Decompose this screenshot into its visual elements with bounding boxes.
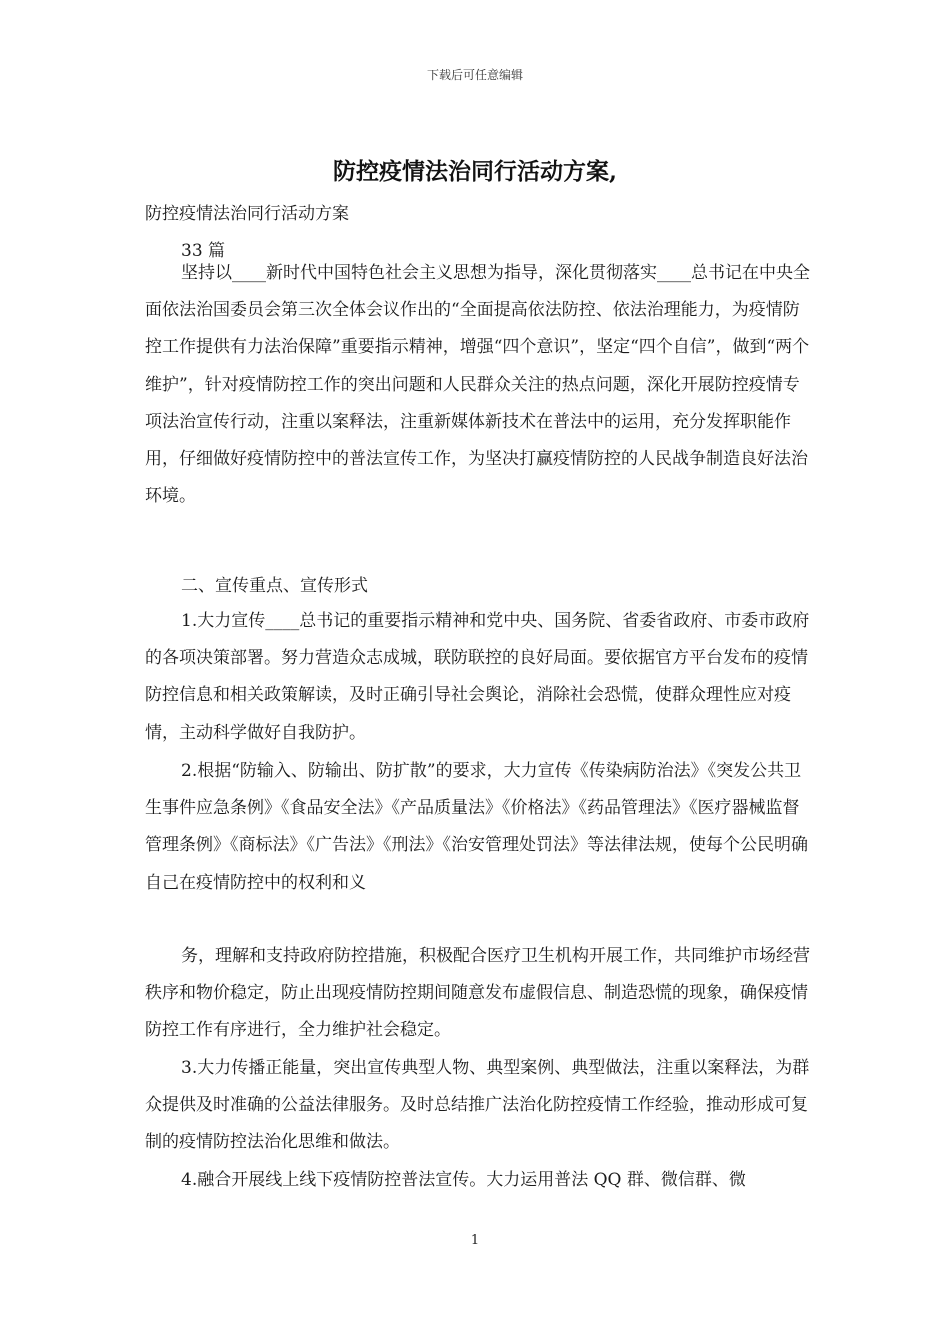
- document-subtitle: 防控疫情法治同行活动方案: [145, 204, 349, 224]
- item-4-paragraph: 4.融合开展线上线下疫情防控普法宣传。大力运用普法 QQ 群、微信群、微: [181, 1170, 746, 1190]
- item-2-continued-paragraph: 务，理解和支持政府防控措施，积极配合医疗卫生机构开展工作，共同维护市场经营秩序和物价稳定，防止出现疫情防控期间随意发布虚假信息、制造恐慌的现象，确保疫情防控工作有序进行，全力维护社会稳定。: [145, 946, 810, 1041]
- page-number: 1: [470, 1233, 480, 1248]
- section-heading: 二、宣传重点、宣传形式: [181, 576, 368, 596]
- item-3-paragraph: 3.大力传播正能量，突出宣传典型人物、典型案例、典型做法，注重以案释法，为群众提供及时准确的公益法律服务。及时总结推广法治化防控疫情工作经验，推动形成可复制的疫情防控法治化思维和做法。: [145, 1058, 810, 1153]
- item-2-paragraph: 2.根据“防输入、防输出、防扩散”的要求，大力宣传《传染病防治法》《突发公共卫生事件应急条例》《食品安全法》《产品质量法》《价格法》《药品管理法》《医疗器械监督管理条例》《商标法》《广告法》《刑法》《治安管理处罚法》等法律法规，使每个公民明确自己在疫情防控中的权利和义: [145, 761, 808, 893]
- item-1-paragraph: 1.大力宣传____总书记的重要指示精神和党中央、国务院、省委省政府、市委市政府的各项决策部署。努力营造众志成城，联防联控的良好局面。要依据官方平台发布的疫情防控信息和相关政策解读，及时正确引导社会舆论，消除社会恐慌，使群众理性应对疫情，主动科学做好自我防护。: [145, 611, 810, 743]
- intro-paragraph: 坚持以____新时代中国特色社会主义思想为指导，深化贯彻落实____总书记在中央全面依法治国委员会第三次全体会议作出的“全面提高依法防控、依法治理能力，为疫情防控工作提供有力法治保障”重要指示精神，增强“四个意识”，坚定“四个自信”，做到“两个维护”，针对疫情防控工作的突出问题和人民群众关注的热点问题，深化开展防控疫情专项法治宣传行动，注重以案释法，注重新媒体新技术在普法中的运用，充分发挥职能作用，仔细做好疫情防控中的普法宣传工作，为坚决打赢疫情防控的人民战争制造良好法治环境。: [145, 263, 810, 507]
- document-title: 防控疫情法治同行活动方案,: [332, 158, 617, 185]
- article-count: 33 篇: [181, 241, 226, 261]
- page-header: 下载后可任意编辑: [426, 68, 523, 82]
